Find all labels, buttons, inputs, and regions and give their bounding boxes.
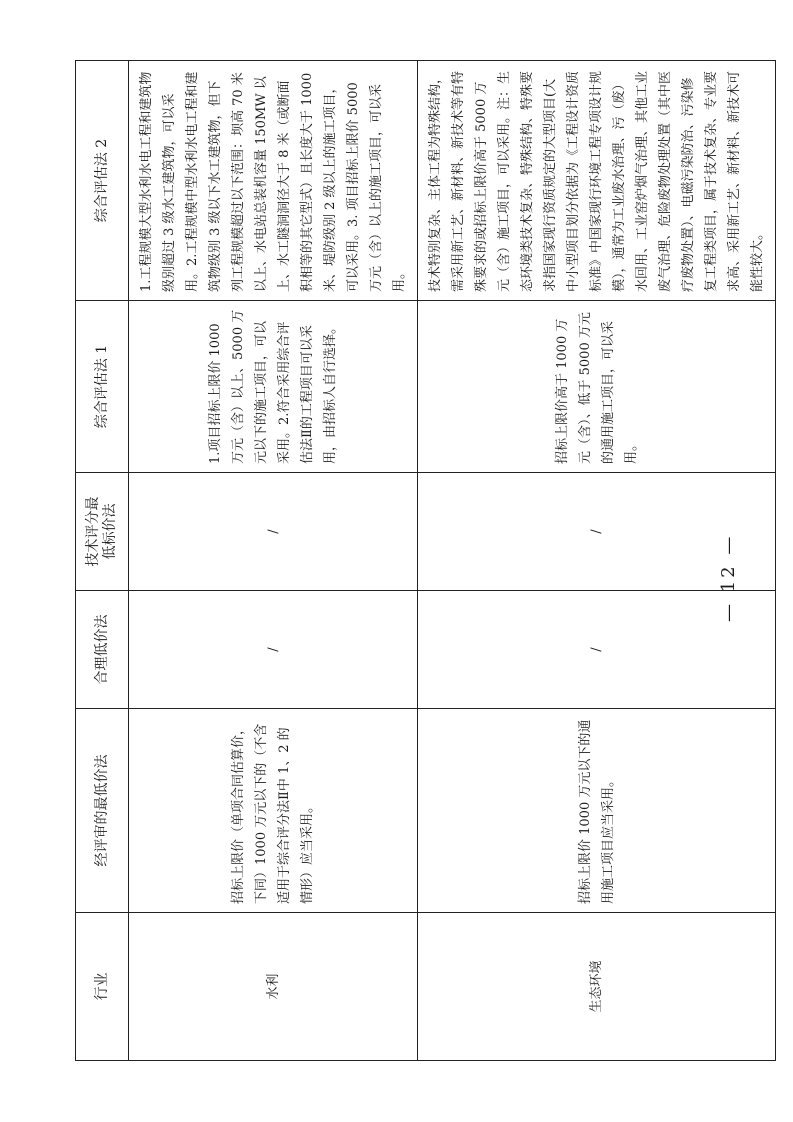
table-header-row — [76, 61, 129, 1061]
cell-reasonable-low: / — [129, 591, 418, 709]
cell-comprehensive-2: 1.工程规模大型水利水电工程和建筑物级别超过 3 级水工建筑物，可以采用。2.工程规模中型水利水电工程和建筑物级别 3 级以下水工建筑物，但下列工程规模超过以下范围：坝高 70 米以上、水电站总装机容量 150MW 以上、水工隧洞洞径大于 8 米（或断面积相等的其它型式）且长度大于 1000 米、堤防级别 2 级以上的施工项目，可以采用。3. 项目招标上限价 5000 万元（含）以上的施工项目，可以采用。 — [129, 61, 418, 301]
cell-comprehensive-1: 1.项目招标上限价 1000 万元（含）以上、5000 万元以下的施工项目，可以采用。2.符合采用综合评估法Ⅱ的工程项目可以采用，由招标人自行选择。 — [129, 301, 418, 473]
header-lowest-price: 经评审的最低价法 — [76, 709, 129, 913]
page-number: — 12 — — [718, 533, 739, 622]
header-comprehensive-2: 综合评估法 2 — [76, 61, 129, 301]
header-tech-score-lowest: 技术评分最低标价法 — [76, 473, 129, 591]
cell-tech-score-lowest: / — [129, 473, 418, 591]
cell-tech-score-lowest: / — [418, 473, 776, 591]
header-comprehensive-1: 综合评估法 1 — [76, 301, 129, 473]
cell-comprehensive-2: 技术特别复杂、主体工程为特殊结构，需采用新工艺、新材料、新技术等有特殊要求的或招标上限价高于 5000 万元（含）施工项目，可以采用。注：生态环境类技术复杂、特殊结构、特殊要求指国家现行资质规定的大型项目(大中小型项目划分依据为《工程设计资质标准》中国家现行环境工程专项设计规模），通常为工业废水治理、污（废）水回用、工业窑炉烟气治理、其他工业废气治理、危险废物处理处置（其中医疗废物处置）、电磁污染防治、污染修复工程类项目，属于技术复杂、专业要求高、采用新工艺、新材料、新技术可能性较大。 — [418, 61, 776, 301]
cell-lowest-price: 招标上限价（单项合同估算价，下同）1000 万元以下的（不含适用于综合评分法Ⅱ中 1、2 的情形）应当采用。 — [129, 709, 418, 913]
evaluation-method-table — [75, 60, 776, 1061]
cell-comprehensive-1: 招标上限价高于 1000 万元（含）、低于 5000 万元的通用施工项目，可以采用。 — [418, 301, 776, 473]
cell-reasonable-low: / — [418, 591, 776, 709]
cell-industry: 水利 — [129, 913, 418, 1061]
header-reasonable-low: 合理低价法 — [76, 591, 129, 709]
header-industry: 行业 — [76, 913, 129, 1061]
table-row — [129, 61, 418, 1061]
cell-lowest-price: 招标上限价 1000 万元以下的通用施工项目应当采用。 — [418, 709, 776, 913]
cell-industry: 生态环境 — [418, 913, 776, 1061]
